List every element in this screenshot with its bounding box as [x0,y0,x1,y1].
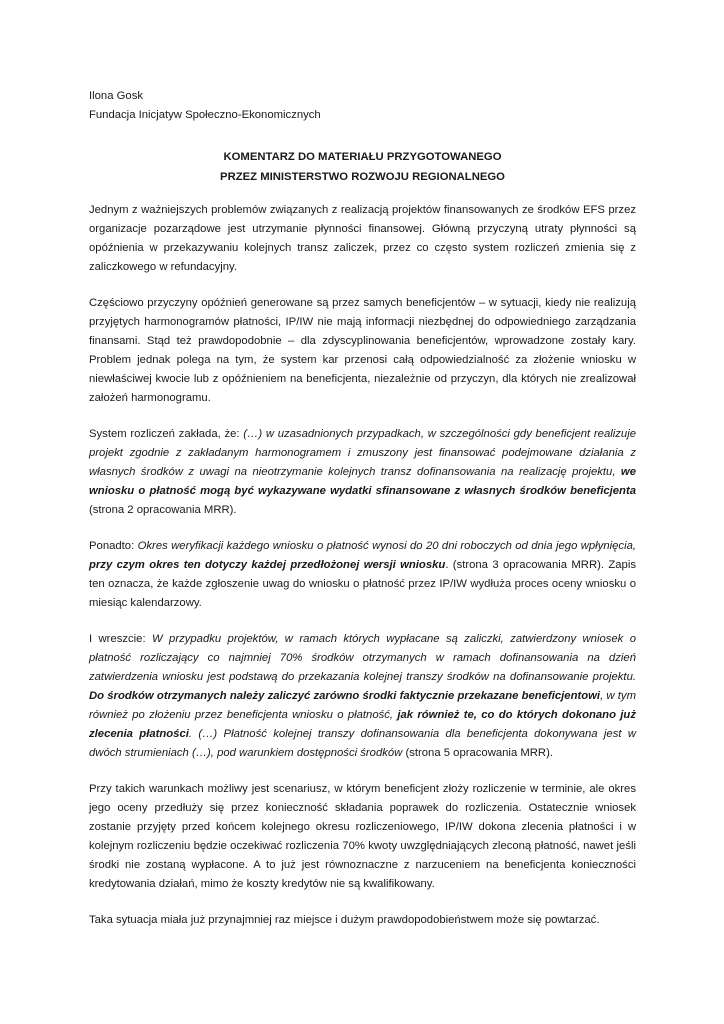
document-body [89,201,636,930]
paragraph-2: Częściowo przyczyny opóźnień generowane są przez samych beneficjentów – w sytuacji, kiedy nie realizują przyjętych harmonogramów płatności, IP/IW nie mają informacji niezbędnej do odpowiedniego zarządzania finansami. Stąd też prawdopodobnie – dla zdyscyplinowania beneficjentów, wprowadzone zostały kary. Problem jednak polega na tym, że system kar przenosi całą odpowiedzialność za złożenie wniosku w niewłaściwej kwocie lub z opóźnieniem na beneficjenta, niezależnie od przyczyn, dla których nie zrealizował założeń harmonogramu. [89,297,636,404]
paragraph-4 [89,537,636,613]
paragraph-3 [89,425,636,520]
author-block [89,87,321,125]
paragraph-1: Jednym z ważniejszych problemów związanych z realizacją projektów finansowanych ze środków EFS przez organizacje pozarządowe jest utrzymanie płynności finansowej. Główną przyczyną utraty płynności są opóźnienia w przekazywaniu kolejnych transz zaliczek, przez co często system rozliczeń zmienia się z zaliczkowego w refundacyjny. [89,204,636,273]
paragraph-5-quote-3: . (…) Płatność kolejnej transzy dofinansowania dla beneficjenta dokonywana jest w dwóch strumieniach (…), pod warunkiem dostępności środków [89,728,636,759]
paragraph-4-rest: Zapis ten oznacza, że każde zgłoszenie uwag do wniosku o płatność przez IP/IW wydłuża proces oceny wniosku o miesiąc kalendarzowy. [89,559,636,609]
author-organization: Fundacja Inicjatyw Społeczno-Ekonomicznych [89,109,321,121]
paragraph-3-quote: (…) w uzasadnionych przypadkach, w szczególności gdy beneficjent realizuje projekt zgodnie z zakładanym harmonogramem i zmuszony jest finansować podejmowane działania z własnych środków z uwagi na nieotrzymanie kolejnych transz dofinansowania na realizację projektu, [89,428,636,478]
paragraph-4-source: . (strona 3 opracowania MRR). [445,559,605,571]
paragraph-3-source: (strona 2 opracowania MRR). [89,504,237,516]
author-name: Ilona Gosk [89,90,144,102]
title-line-1: KOMENTARZ DO MATERIAŁU PRZYGOTOWANEGO [223,151,502,163]
title-line-2: PRZEZ MINISTERSTWO ROZWOJU REGIONALNEGO [220,171,505,183]
document-title [89,148,636,188]
paragraph-4-lead: Ponadto: [89,540,138,552]
paragraph-5-quote-2: , w tym również po złożeniu przez beneficjenta wniosku o płatność, [89,690,636,721]
paragraph-3-quote-bold: we wniosku o płatność mogą być wykazywane wydatki sfinansowane z własnych środków beneficjenta [89,466,636,497]
paragraph-6: Przy takich warunkach możliwy jest scenariusz, w którym beneficjent złoży rozliczenie w terminie, ale okres jego oceny przedłuży się przez konieczność składania poprawek do rozliczenia. Ostatecznie wniosek zostanie przyjęty przed końcem kolejnego okresu rozliczeniowego, IP/IW dokona zlecenia płatności i w kolejnym rozliczeniu będzie oczekiwać rozliczenia 70% kwoty uwzględniających zleconą płatność, nawet jeśli środki nie zostaną wypłacone. A to już jest równoznaczne z narzuceniem na beneficjenta konieczności kredytowania działań, mimo że koszty kredytów nie są kwalifikowany. [89,783,636,890]
paragraph-5-bold-2: jak również te, co do których dokonano już zlecenia płatności [89,709,636,740]
paragraph-5-bold-1: Do środków otrzymanych należy zaliczyć zarówno środki faktycznie przekazane beneficjentowi [89,690,601,702]
paragraph-5 [89,630,636,763]
paragraph-5-source: (strona 5 opracowania MRR). [402,747,553,759]
paragraph-3-lead: System rozliczeń zakłada, że: [89,428,244,440]
paragraph-5-lead: I wreszcie: [89,633,152,645]
paragraph-7: Taka sytuacja miała już przynajmniej raz miejsce i dużym prawdopodobieństwem może się powtarzać. [89,914,600,926]
paragraph-5-quote-1: W przypadku projektów, w ramach których wypłacane są zaliczki, zatwierdzony wniosek o płatność rozliczający co najmniej 70% środków otrzymanych w ramach dofinansowania na dzień zatwierdzenia wniosku jest podstawą do przekazania kolejnej transzy środków na dofinansowanie projektu. [89,633,637,683]
paragraph-4-quote-bold: przy czym okres ten dotyczy każdej przedłożonej wersji wniosku [89,559,446,571]
paragraph-4-quote: Okres weryfikacji każdego wniosku o płatność wynosi do 20 dni roboczych od dnia jego wpłynięcia, [137,540,636,552]
